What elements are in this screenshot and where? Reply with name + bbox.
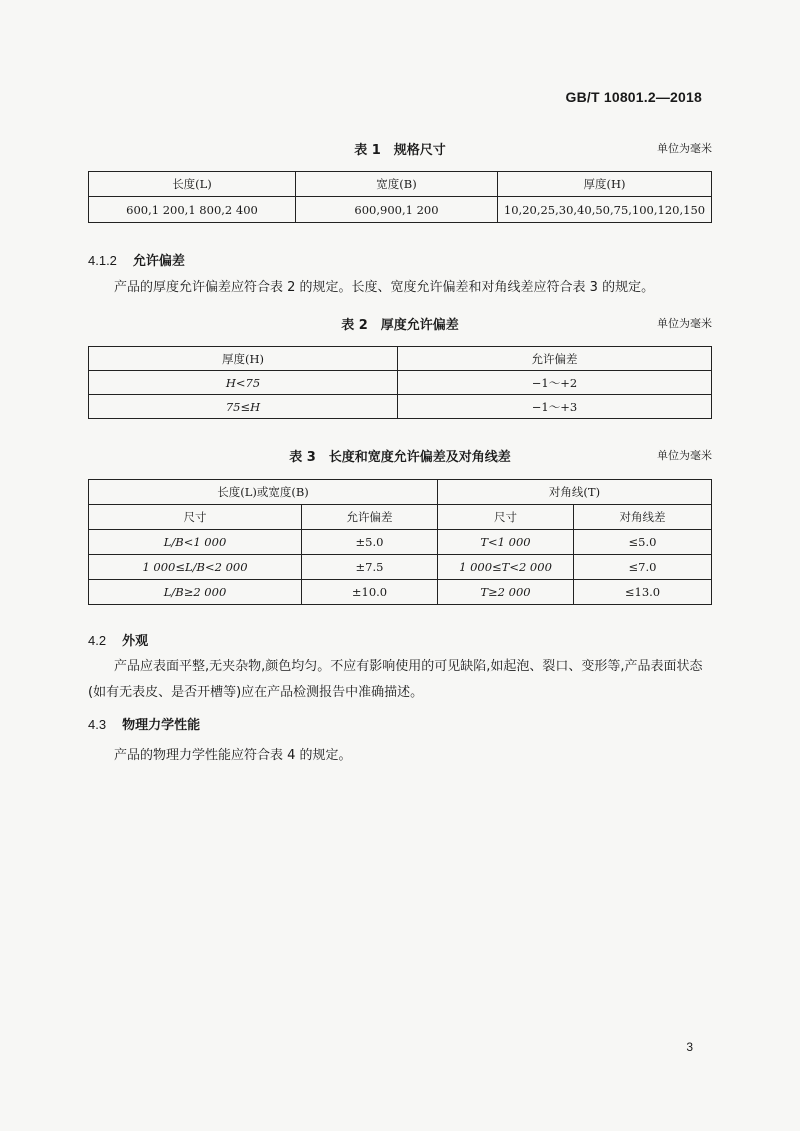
table3-unit: 单位为毫米: [657, 449, 712, 462]
table1-caption: 表 1 规格尺寸: [354, 143, 446, 158]
section-number: 4.3: [88, 717, 107, 732]
table1-header-width: 宽度(B): [296, 172, 498, 197]
table3-cell-diag-diff: ≤5.0: [574, 530, 712, 555]
table3: [88, 479, 712, 605]
table3-sub-header-size: 尺寸: [89, 505, 302, 530]
table-row: [89, 530, 712, 555]
section-4-2-heading: [88, 630, 148, 649]
section-4-1-2-text: 产品的厚度允许偏差应符合表 2 的规定。长度、宽度允许偏差和对角线差应符合表 3 的规定。: [114, 280, 655, 295]
table3-group-header-length-width: 长度(L)或宽度(B): [89, 480, 438, 505]
table3-sub-header-tolerance: 允许偏差: [302, 505, 438, 530]
section-4-3-heading: [88, 714, 200, 733]
section-number: 4.1.2: [88, 253, 117, 268]
table2: [88, 346, 712, 419]
table3-caption: 表 3 长度和宽度允许偏差及对角线差: [289, 450, 511, 465]
table3-sub-header-diagonal-diff: 对角线差: [574, 505, 712, 530]
table3-cell-diag-size: T<1 000: [438, 530, 574, 555]
table3-cell-size: 1 000≤L/B<2 000: [89, 555, 302, 580]
table3-sub-header-size: 尺寸: [438, 505, 574, 530]
section-title: 允许偏差: [132, 254, 185, 269]
table1-unit: 单位为毫米: [657, 142, 712, 155]
table3-cell-diag-diff: ≤7.0: [574, 555, 712, 580]
section-4-1-2-heading: [88, 250, 185, 269]
table1-cell-length: 600,1 200,1 800,2 400: [89, 197, 296, 223]
table3-cell-size: L/B≥2 000: [89, 580, 302, 605]
section-4-2-text: 产品应表面平整,无夹杂物,颜色均匀。不应有影响使用的可见缺陷,如起泡、裂口、变形等,产品表面状态(如有无表皮、是否开槽等)应在产品检测报告中准确描述。: [88, 659, 703, 700]
table3-group-header-diagonal: 对角线(T): [438, 480, 712, 505]
table1-header-thickness: 厚度(H): [498, 172, 712, 197]
table1: [88, 171, 712, 223]
table2-header-thickness: 厚度(H): [89, 347, 398, 371]
table3-caption-row: [88, 446, 712, 466]
table-row: [89, 580, 712, 605]
section-title: 外观: [122, 634, 149, 649]
table1-header-length: 长度(L): [89, 172, 296, 197]
table2-unit: 单位为毫米: [657, 317, 712, 330]
table3-cell-size: L/B<1 000: [89, 530, 302, 555]
section-4-3-text: 产品的物理力学性能应符合表 4 的规定。: [114, 748, 352, 763]
table2-cell-thickness: 75≤H: [89, 395, 398, 419]
page-number: 3: [686, 1040, 693, 1054]
table-row: [89, 555, 712, 580]
table3-cell-diag-diff: ≤13.0: [574, 580, 712, 605]
table2-cell-thickness: H<75: [89, 371, 398, 395]
section-title: 物理力学性能: [122, 718, 201, 733]
standard-code: GB/T 10801.2—2018: [565, 89, 702, 105]
table3-cell-tolerance: ±5.0: [302, 530, 438, 555]
table1-cell-width: 600,900,1 200: [296, 197, 498, 223]
table3-cell-diag-size: T≥2 000: [438, 580, 574, 605]
table2-cell-tolerance: −1～+2: [398, 371, 712, 395]
table1-caption-row: [88, 139, 712, 159]
table2-caption: 表 2 厚度允许偏差: [341, 318, 459, 333]
table1-cell-thickness: 10,20,25,30,40,50,75,100,120,150: [498, 197, 712, 223]
table3-cell-tolerance: ±7.5: [302, 555, 438, 580]
table3-cell-diag-size: 1 000≤T<2 000: [438, 555, 574, 580]
table2-caption-row: [88, 314, 712, 334]
table2-cell-tolerance: −1～+3: [398, 395, 712, 419]
section-number: 4.2: [88, 633, 107, 648]
table2-header-tolerance: 允许偏差: [398, 347, 712, 371]
table3-cell-tolerance: ±10.0: [302, 580, 438, 605]
